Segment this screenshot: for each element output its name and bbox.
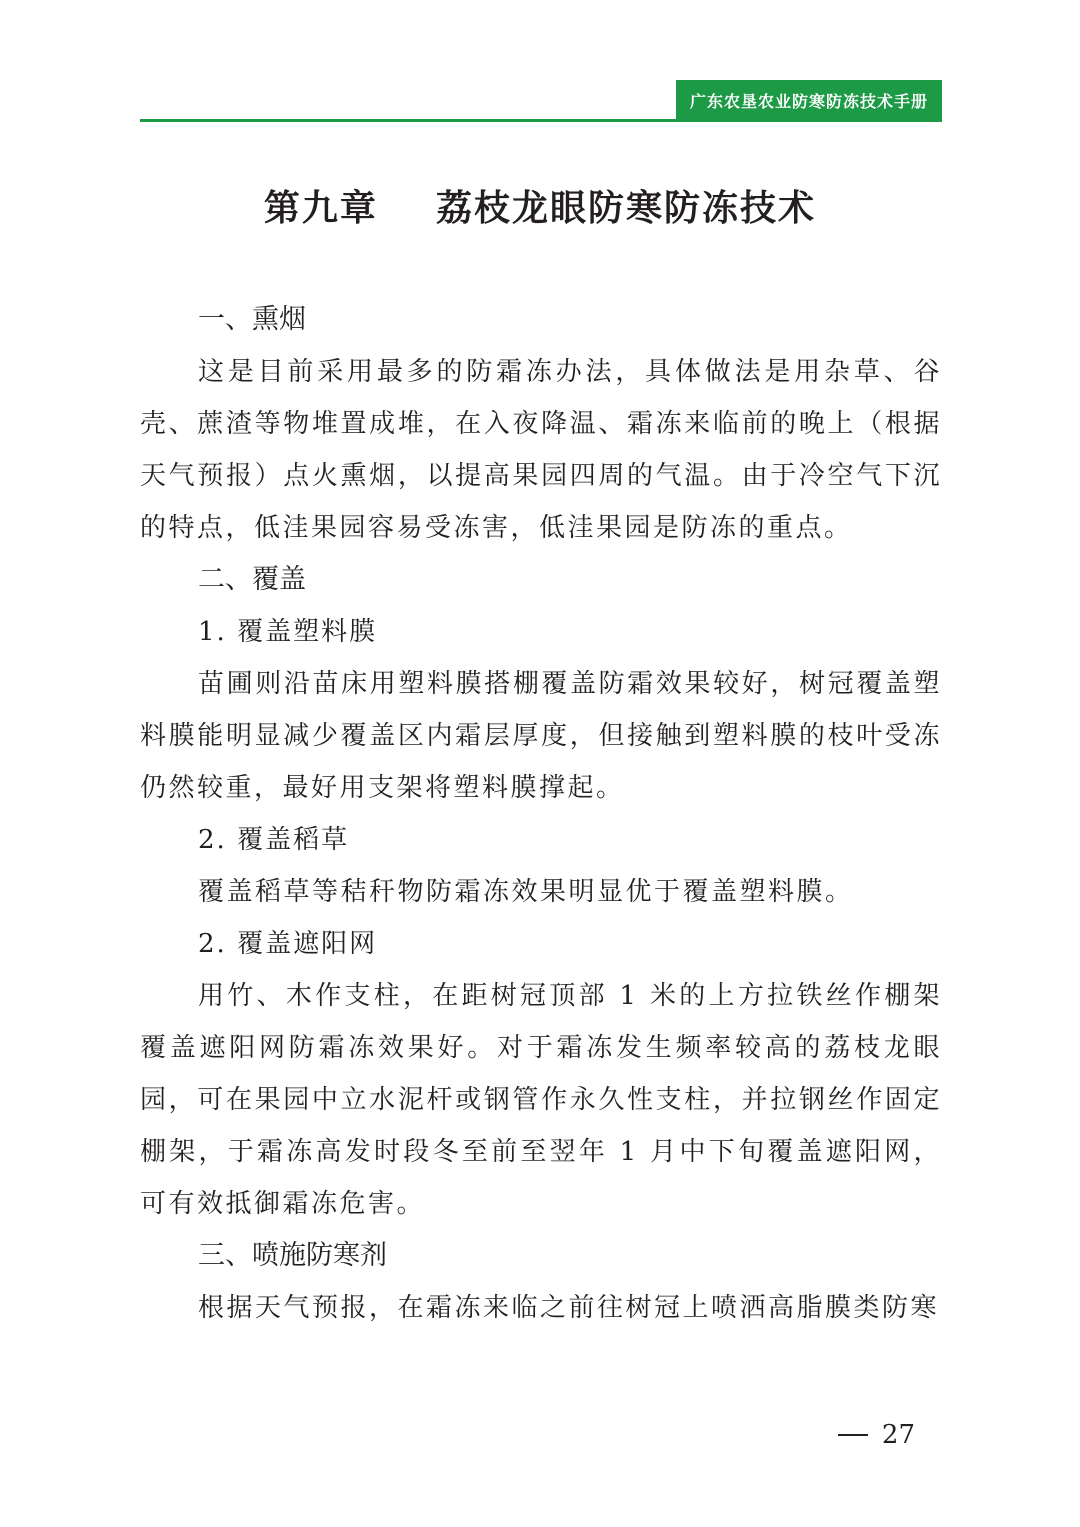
page-number: 27 (881, 1420, 915, 1450)
paragraph: 根据天气预报，在霜冻来临之前往树冠上喷洒高脂膜类防寒 (198, 1293, 940, 1323)
subsection-heading: 1. 覆盖塑料膜 (198, 617, 378, 647)
section-heading: 二、覆盖 (198, 564, 306, 595)
page-footer (838, 1420, 915, 1450)
subsection-heading: 2. 覆盖遮阳网 (198, 929, 378, 959)
chapter-title: 第九章 荔枝龙眼防寒防冻技术 (263, 187, 817, 229)
running-header-title: 广东农垦农业防寒防冻技术手册 (676, 80, 942, 120)
subsection-heading: 2. 覆盖稻草 (198, 825, 350, 855)
paragraph: 苗圃则沿苗床用塑料膜搭棚覆盖防霜效果较好，树冠覆盖塑料膜能明显减少覆盖区内霜层厚度，但接触到塑料膜的枝叶受冻仍然较重，最好用支架将塑料膜撑起。 (140, 669, 942, 803)
section-heading: 一、熏烟 (198, 304, 306, 335)
paragraph: 覆盖稻草等秸秆物防霜冻效果明显优于覆盖塑料膜。 (198, 877, 854, 907)
page-body (140, 294, 942, 1334)
header-rule (140, 119, 942, 122)
paragraph: 用竹、木作支柱，在距树冠顶部 1 米的上方拉铁丝作棚架覆盖遮阳网防霜冻效果好。对于霜冻发生频率较高的荔枝龙眼园，可在果园中立水泥杆或钢管作永久性支柱，并拉钢丝作固定棚架，于霜冻高发时段冬至前至翌年 1 月中下旬覆盖遮阳网，可有效抵御霜冻危害。 (140, 981, 942, 1219)
page-number-dash (838, 1434, 868, 1436)
paragraph: 这是目前采用最多的防霜冻办法，具体做法是用杂草、谷壳、蔗渣等物堆置成堆，在入夜降温、霜冻来临前的晚上（根据天气预报）点火熏烟，以提高果园四周的气温。由于冷空气下沉的特点，低洼果园容易受冻害，低洼果园是防冻的重点。 (140, 357, 942, 543)
section-heading: 三、喷施防寒剂 (198, 1240, 387, 1271)
